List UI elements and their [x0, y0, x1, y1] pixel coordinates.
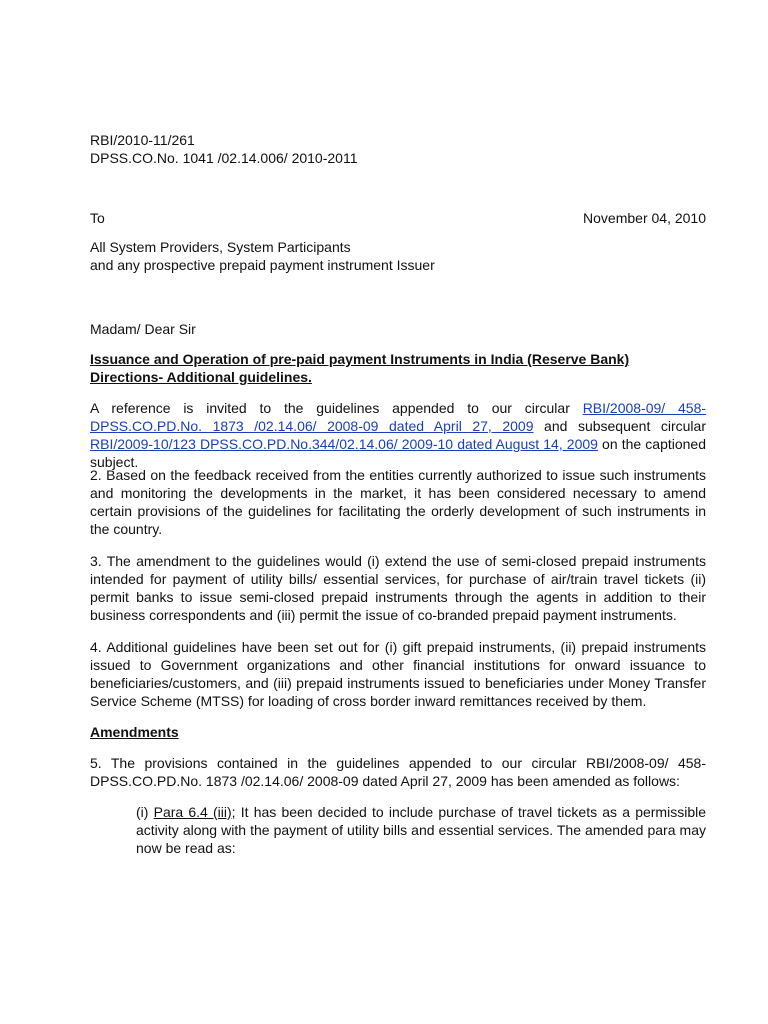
item-i-prefix: (i)	[136, 804, 154, 820]
para-reference: Para 6.4 (iii);	[153, 804, 236, 820]
salutation: Madam/ Dear Sir	[90, 321, 196, 337]
paragraph-1	[90, 399, 706, 471]
circular-number: RBI/2010-11/261	[90, 132, 195, 148]
to-label: To	[90, 210, 105, 226]
item-i-text: It has been decided to include purchase of travel tickets as a permissible activity along with the payment of utility bills and essential services. The amended para may now be read as:	[136, 804, 707, 856]
addressee-block	[90, 238, 706, 274]
paragraph-2: 2. Based on the feedback received from the entities currently authorized to issue such instruments and monitoring the developments in the market, it has been considered necessary to amend certain provisions of the guidelines for facilitating the orderly development of such instruments in the country.	[90, 467, 706, 537]
paragraph-1-text-b: and subsequent circular	[533, 418, 706, 434]
paragraph-5: 5. The provisions contained in the guidelines appended to our circular RBI/2008-09/ 458- DPSS.CO.PD.No. 1873 /02.14.06/ 2008-09 dated April 27, 2009 has been amended as follows:	[90, 755, 706, 789]
paragraph-4: 4. Additional guidelines have been set out for (i) gift prepaid instruments, (ii) prepaid instruments issued to Government organizations and other financial institutions for onward issuance to beneficiaries/customers, and (iii) prepaid instruments issued to beneficiaries under Money Transfer Service Scheme (MTSS) for loading of cross border inward remittances received by them.	[90, 639, 706, 709]
reference-block	[90, 131, 706, 167]
paragraph-5-item-i	[136, 803, 706, 857]
letter-date: November 04, 2010	[583, 210, 706, 226]
addressee-line-2: and any prospective prepaid payment instrument Issuer	[90, 257, 435, 273]
paragraph-1-text-c: on the captioned subject.	[90, 436, 707, 470]
addressee-line-1: All System Providers, System Participants	[90, 239, 351, 255]
circular-link-2009-458[interactable]: RBI/2008-09/ 458- DPSS.CO.PD.No. 1873 /02.14.06/ 2008-09 dated April 27, 2009	[90, 400, 707, 434]
subject-heading: Issuance and Operation of pre-paid payment Instruments in India (Reserve Bank) Directions- Additional guidelines.	[90, 351, 630, 385]
paragraph-1-text-a: A reference is invited to the guidelines appended to our circular	[90, 400, 583, 416]
department-reference: DPSS.CO.No. 1041 /02.14.006/ 2010-2011	[90, 150, 358, 166]
paragraph-3: 3. The amendment to the guidelines would (i) extend the use of semi-closed prepaid instruments intended for payment of utility bills/ essential services, for purchase of air/train travel tickets (ii) permit banks to issue semi-closed prepaid instruments through the agents in addition to their business correspondents and (iii) permit the issue of co-branded prepaid payment instruments.	[90, 553, 706, 623]
amendments-heading: Amendments	[90, 724, 179, 740]
circular-link-2009-123[interactable]: RBI/2009-10/123 DPSS.CO.PD.No.344/02.14.06/ 2009-10 dated August 14, 2009	[90, 436, 598, 452]
to-date-row	[90, 209, 706, 227]
